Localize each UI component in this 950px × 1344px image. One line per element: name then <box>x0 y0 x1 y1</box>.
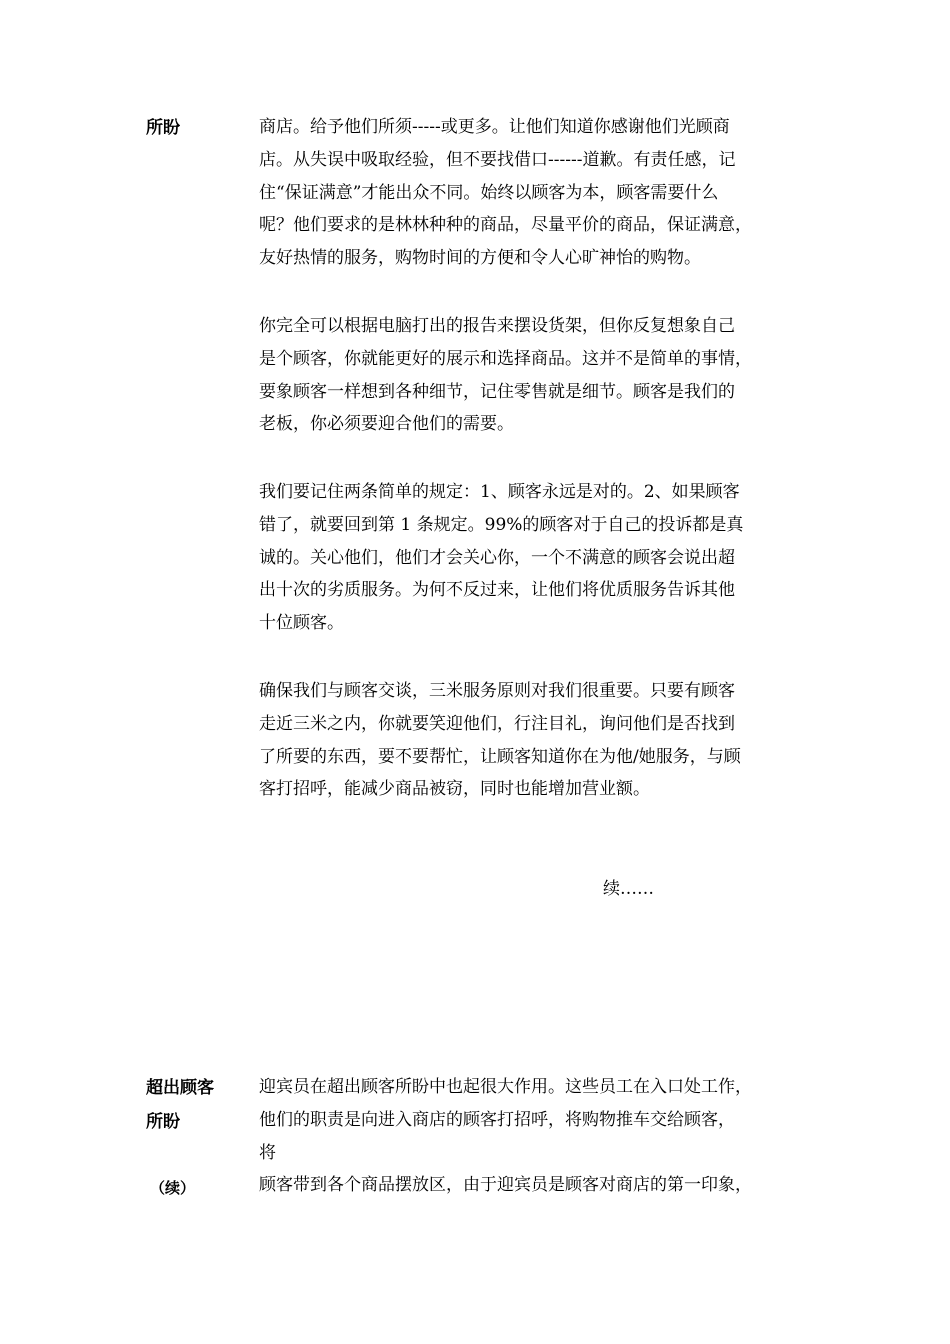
section-label: 所盼 <box>146 118 180 138</box>
text-line: 走近三米之内，你就要笑迎他们，行注目礼，询问他们是否找到 <box>259 713 735 734</box>
section-label <box>146 1071 214 1139</box>
text-line: 确保我们与顾客交谈，三米服务原则对我们很重要。只要有顾客 <box>259 681 735 701</box>
text-line: 出十次的劣质服务。为何不反过来，让他们将优质服务告诉其他 <box>259 580 735 601</box>
text-line: 顾客带到各个商品摆放区，由于迎宾员是顾客对商店的第一印象， <box>259 1175 752 1196</box>
text-line: 你完全可以根据电脑打出的报告来摆设货架，但你反复想象自己 <box>259 316 735 336</box>
text-line: 呢？他们要求的是林林种种的商品，尽量平价的商品，保证满意， <box>259 215 752 236</box>
paragraph-2 <box>259 310 752 441</box>
text-line: 将 <box>259 1142 276 1163</box>
text-line: 住“保证满意”才能出众不同。始终以顾客为本，顾客需要什么 <box>259 182 719 203</box>
text-line: 是个顾客，你就能更好的展示和选择商品。这并不是简单的事情， <box>259 348 752 369</box>
text-line: 店。从失误中吸取经验，但不要找借口------道歉。有责任感，记 <box>259 149 736 170</box>
section-label-line: 超出顾客 <box>146 1078 214 1098</box>
text-line: 迎宾员在超出顾客所盼中也起很大作用。这些员工在入口处工作， <box>259 1077 752 1097</box>
text-line: 十位顾客。 <box>259 613 344 634</box>
text-line: 友好热情的服务，购物时间的方便和令人心旷神怡的购物。 <box>259 248 701 269</box>
continued-label: （续） <box>150 1179 196 1197</box>
text-line: 他们的职责是向进入商店的顾客打招呼，将购物推车交给顾客， <box>259 1109 735 1130</box>
text-line: 客打招呼，能减少商品被窃，同时也能增加营业额。 <box>259 779 650 800</box>
paragraph-1 <box>259 111 752 275</box>
text-line: 错了，就要回到第 1 条规定。99%的顾客对于自己的投诉都是真 <box>259 514 744 535</box>
text-line: 要象顾客一样想到各种细节，记住零售就是细节。顾客是我们的 <box>259 381 735 402</box>
paragraph-3 <box>259 476 743 640</box>
text-line: 了所要的东西，要不要帮忙，让顾客知道你在为他/她服务，与顾 <box>259 746 741 767</box>
paragraph-4 <box>259 675 741 806</box>
text-line: 我们要记住两条简单的规定：1、顾客永远是对的。2、如果顾客 <box>259 482 740 502</box>
section-label-line: 所盼 <box>146 1112 180 1132</box>
text-line: 商店。给予他们所须-----或更多。让他们知道你感谢他们光顾商 <box>259 117 730 137</box>
continued-mark: 续…… <box>603 879 654 899</box>
text-line: 诚的。关心他们，他们才会关心你，一个不满意的顾客会说出超 <box>259 547 735 568</box>
paragraph-5 <box>259 1071 752 1202</box>
text-line: 老板，你必须要迎合他们的需要。 <box>259 414 514 435</box>
